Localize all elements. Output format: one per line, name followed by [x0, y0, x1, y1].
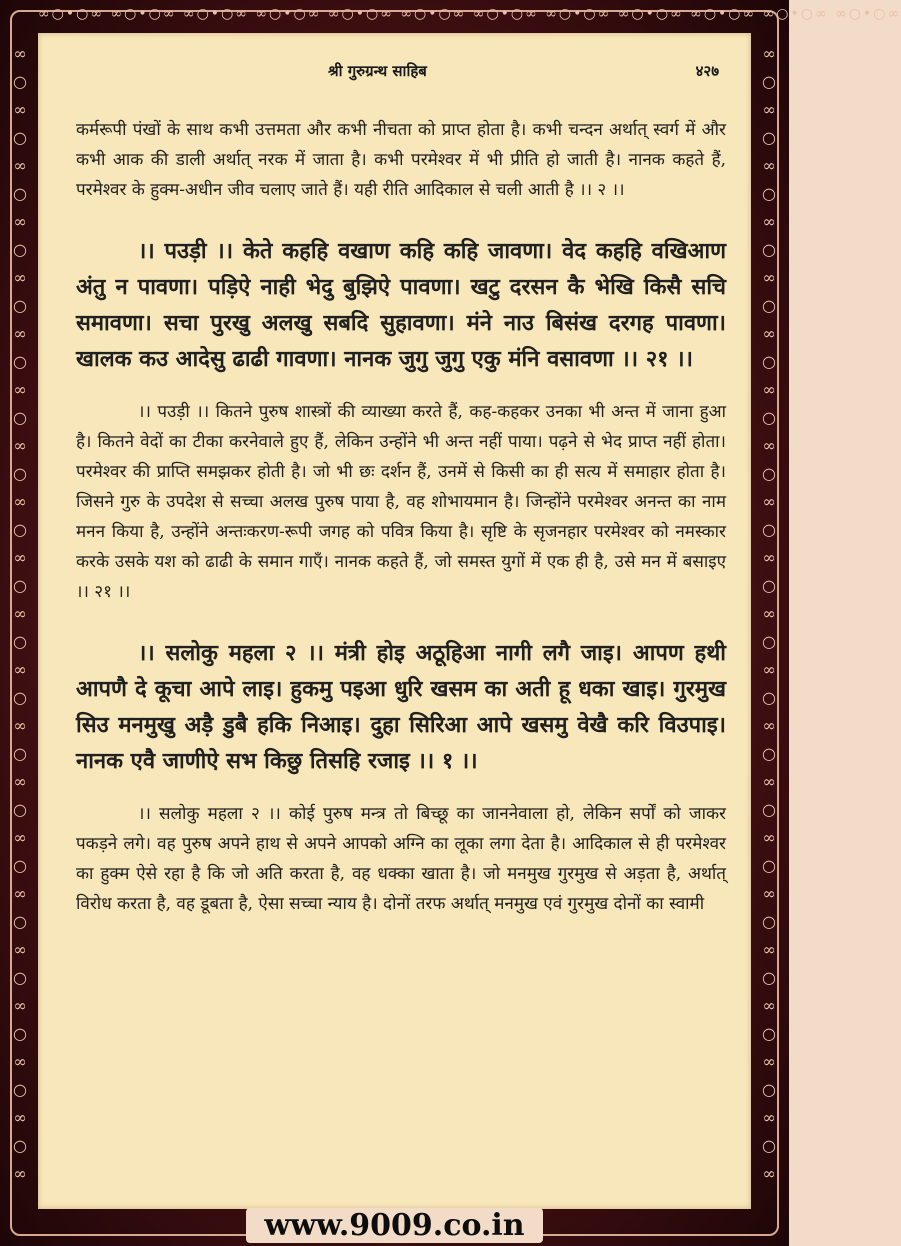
border-ornament-right: ∞ ○ ∞ ○ ∞ ○ ∞ ○ ∞ ○ ∞ ○ ∞ ○ ∞ ○ ∞ ○ ∞ ○ ∞ ○ ∞ ○ ∞ ○ ∞ ○ ∞ ○ ∞ ○ ∞ ○ ∞ ○ ∞ ○ ∞ ○ ∞ — [762, 44, 776, 1183]
verse-pauri: ।। पउड़ी ।। केते कहहि वखाण कहि कहि जावणा। वेद कहहि वखिआण अंतु न पावणा। पड़िऐ नाही भेदु बुझिऐ पावणा। खटु दरसन कै भेखि किसै सचि समावणा। सचा पुरखु अलखु सबदि सुहावणा। मंने नाउ बिसंख दरगह पावणा। खालक कउ आदेसु ढाढी गावणा। नानक जुगु जुगु एकु मंनि वसावणा ।। २१ ।। — [76, 238, 726, 372]
website-footer — [0, 1206, 789, 1246]
verse-salok: ।। सलोकु महला २ ।। मंत्री होइ अठूहिआ नागी लगै जाइ। आपण हथी आपणै दे कूचा आपे लाइ। हुकमु पइआ धुरि खसम का अती हू धका खाइ। गुरमुख सिउ मनमुखु अड़ै डुबै हकि निआइ। दुहा सिरिआ आपे खसमु वेखै करि विउपाइ। नानक एवै जाणीऐ सभ किछु तिसहि रजाइ ।। १ ।। — [76, 640, 726, 774]
border-ornament-left: ∞ ○ ∞ ○ ∞ ○ ∞ ○ ∞ ○ ∞ ○ ∞ ○ ∞ ○ ∞ ○ ∞ ○ ∞ ○ ∞ ○ ∞ ○ ∞ ○ ∞ ○ ∞ ○ ∞ ○ ∞ ○ ∞ ○ ∞ ○ ∞ — [13, 44, 27, 1183]
border-ornament-top: ∞○•○∞ ∞○•○∞ ∞○•○∞ ∞○•○∞ ∞○•○∞ ∞○•○∞ ∞○•○∞ ∞○•○∞ ∞○•○∞ ∞○•○∞ ∞○•○∞ ∞○•○∞ — [38, 6, 901, 22]
translation-paragraph: कर्मरूपी पंखों के साथ कभी उत्तमता और कभी नीचता को प्राप्त होता है। कभी चन्दन अर्थात् स्वर्ग में और कभी आक की डाली अर्थात् नरक में जाता है। कभी परमेश्वर में भी प्रीति हो जाती है। नानक कहते हैं, परमेश्वर के हुक्म-अधीन जीव चलाए जाते हैं। यही रीति आदिकाल से चली आती है ।। २ ।। — [76, 120, 726, 200]
website-link[interactable]: www.9009.co.in — [246, 1208, 542, 1243]
scripture-page — [38, 33, 751, 1209]
translation-salok: ।। सलोकु महला २ ।। कोई पुरुष मन्त्र तो बिच्छू का जाननेवाला हो, लेकिन सर्पों को जाकर पकड़ने लगे। वह पुरुष अपने हाथ से अपने आपको अग्नि का लूका लगा देता है। आदिकाल से ही परमेश्वर का हुक्म ऐसे रहा है कि जो अति करता है, वह धक्का खाता है। जो मनमुख गुरमुख से अड़ता है, अर्थात् विरोध करता है, वह डूबता है, ऐसा सच्चा न्याय है। दोनों तरफ अर्थात् मनमुख एवं गुरमुख दोनों का स्वामी — [76, 804, 726, 914]
page-header — [38, 61, 751, 85]
page-number: ४२७ — [695, 62, 719, 80]
page-title: श्री गुरुग्रन्थ साहिब — [328, 62, 427, 80]
page-content — [76, 115, 726, 919]
translation-pauri: ।। पउड़ी ।। कितने पुरुष शास्त्रों की व्याख्या करते हैं, कह-कहकर उनका भी अन्त में जाना हुआ है। कितने वेदों का टीका करनेवाले हुए हैं, लेकिन उन्होंने भी अन्त नहीं पाया। पढ़ने से भेद प्राप्त नहीं होता। परमेश्वर की प्राप्ति समझकर होती है। जो भी छः दर्शन हैं, उनमें से किसी का ही सत्य में समाहार होता है। जिसने गुरु के उपदेश से सच्चा अलख पुरुष पाया है, वह शोभायमान है। जिन्होंने परमेश्वर अनन्त का नाम मनन किया है, उन्होंने अन्तःकरण-रूपी जगह को पवित्र किया है। सृष्टि के सृजनहार परमेश्वर को नमस्कार करके उसके यश को ढाढी के समान गाएँ। नानक कहते हैं, जो समस्त युगों में एक ही है, उसे मन में बसाइए ।। २१ ।। — [76, 402, 726, 602]
